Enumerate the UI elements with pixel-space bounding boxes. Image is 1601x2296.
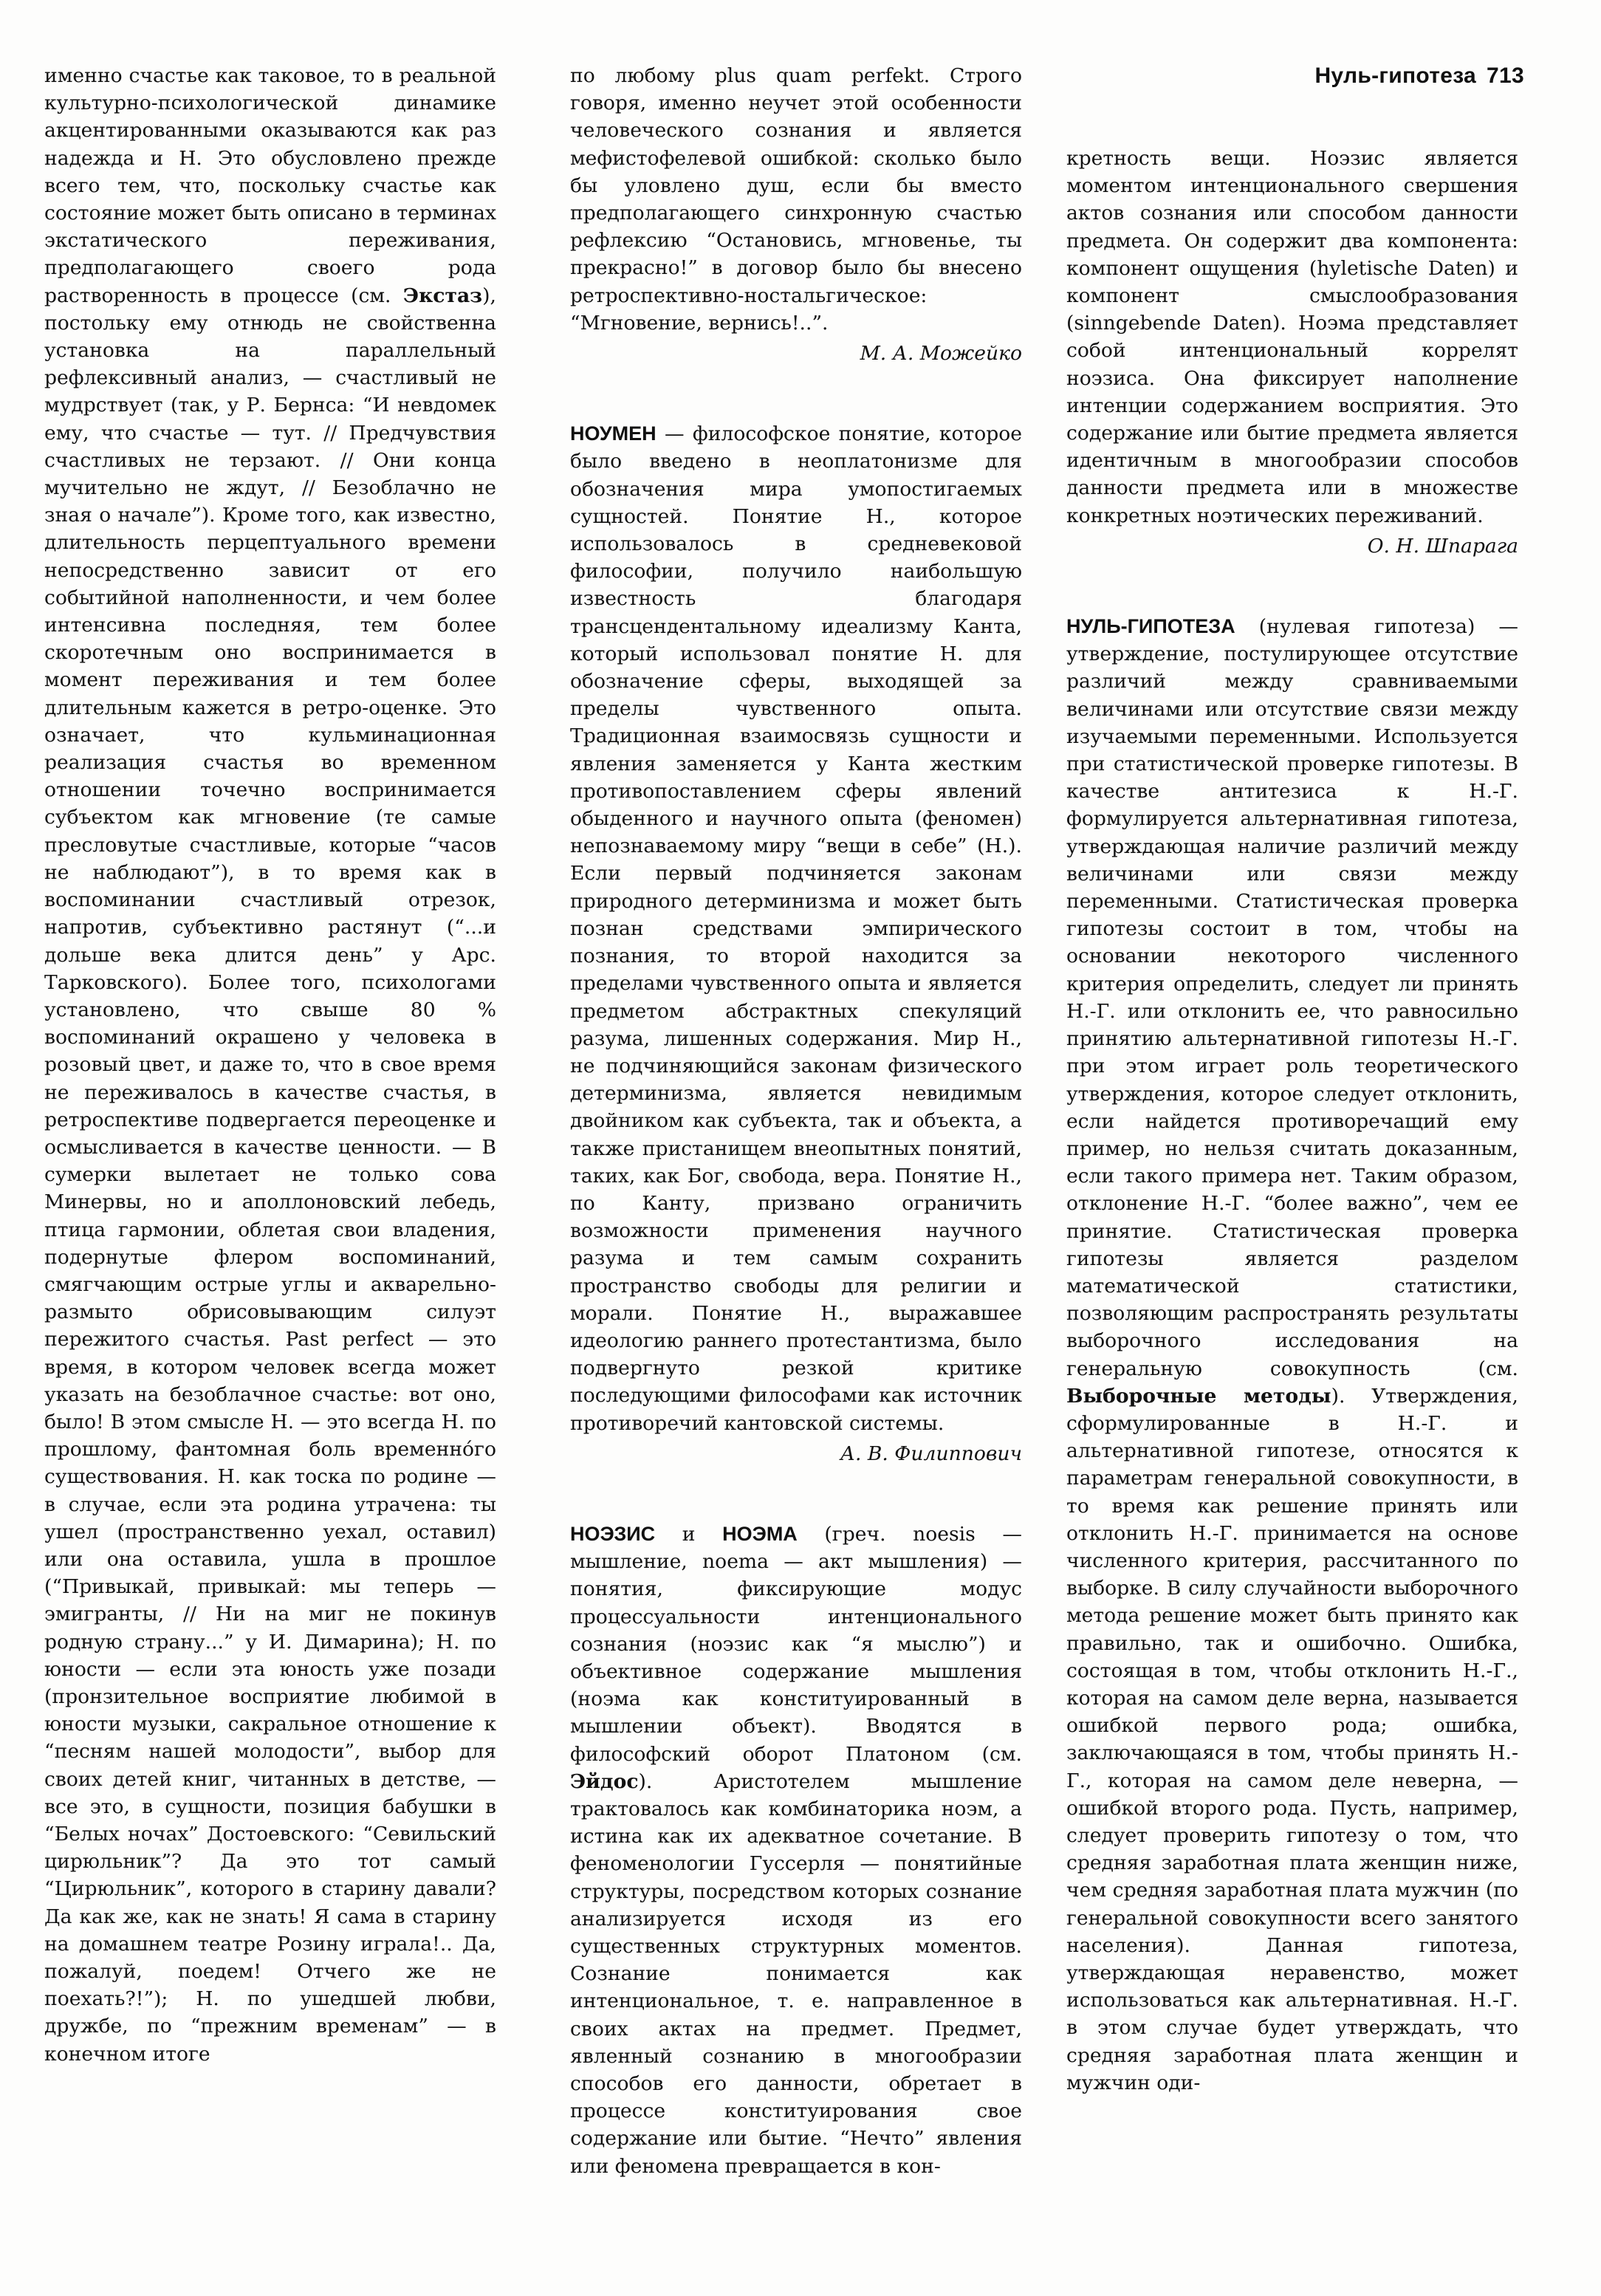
running-title: Нуль-гипотеза: [1314, 64, 1477, 88]
entry-noumen: [570, 420, 1022, 1437]
nostalgia-text-a: именно счастье как таковое, то в реальной культурно-психологической динамике акцентированными оказываются как раз надежда и Н. Это обусловлено прежде всего тем, что, поскольку счастье как состояние может быть описано в терминах экстатического переживания, предполагающего своего рода растворенность в процессе (см.: [44, 64, 496, 307]
entry-noesis-noema: [570, 1521, 1022, 2180]
entry-text-null-a: (нулевая гипотеза) — утверждение, постулирующее отсутствие различий между сравниваемыми величинами или отсутствие связи между изучаемыми переменными. Используется при статистической проверке гипотезы. В качестве антитезиса к Н.-Г. формулируется альтернативная гипотеза, утверждающая наличие различий между величинами или связи между переменными. Статистическая проверка гипотезы состоит в том, чтобы на основании некоторого численного критерия определить, следует ли принять Н.-Г. или отклонить ее, что равносильно принятию альтернативной гипотезы Н.-Г. при этом играет роль теоретического утверждения, которое следует отклонить, если найдется противоречащий ему пример, но нельзя считать доказанным, если такого примера нет. Таким образом, отклонение Н.-Г. “более важно”, чем ее принятие. Статистическая проверка гипотезы является разделом математической статистики, позволяющим распространять результаты выборочного исследования на генеральную совокупность (см.: [1066, 615, 1518, 1380]
paragraph-nostalgia-continued: [44, 62, 496, 2068]
column-1: [44, 62, 496, 2068]
entry-text-noumen: — философское понятие, которое было введено в неоплатонизме для обозначения мира умопостигаемых сущностей. Понятие Н., которое использовалось в средневековой философии, получило наибольшую известность благодаря трансцендентальному идеализму Канта, который использовал понятие Н. для обозначение сферы, выходящей за пределы чувственного опыта. Традиционная взаимосвязь сущности и явления заменяется у Канта жестким противопоставлением сферы явлений обыденного и научного опыта (феномен) непознаваемому миру “вещи в себе” (Н.). Если первый подчиняется законам природного детерминизма и может быть познан средствами эмпирического познания, то второй находится за пределами чувственного опыта и является предметом абстрактных спекуляций разума, лишенных содержания. Мир Н., не подчиняющийся законам физического детерминизма, является невидимым двойником как субъекта, так и объекта, а также пристанищем внеопытных понятий, таких, как Бог, свобода, вера. Понятие Н., по Канту, призвано ограничить возможности применения научного разума и тем самым сохранить пространство свободы для религии и морали. Понятие Н., выражавшее идеологию раннего протестантизма, было подвергнуто резкой критике последующими философами как источник противоречий кантовской системы.: [570, 422, 1022, 1435]
entry-title-noesis: НОЭЗИС: [570, 1522, 656, 1545]
column-2: [570, 62, 1022, 2180]
author-signature: А. В. Филиппович: [840, 1442, 1022, 1465]
page-number: 713: [1487, 64, 1524, 88]
entry-title-noema: НОЭМА: [722, 1522, 798, 1545]
cross-reference-ekstaz[interactable]: Экстаз: [402, 284, 483, 307]
cross-reference-eidos[interactable]: Эйдос: [570, 1769, 639, 1793]
paragraph-nostalgia-end: по любому plus quam perfekt. Строго говоря, именно неучет этой особенности человеческого сознания и является мефистофелевой ошибкой: сколько было бы уловлено душ, если бы вместо предполагающего синхронную счастью рефлексию “Остановись, мгновенье, ты прекрасно!” в договор было бы внесено ретроспективно-ностальгическое: “Мгновение, вернись!..”.: [570, 64, 1022, 335]
paragraph-noesis-continued: кретность вещи. Ноэзис является моментом интенционального свершения актов сознания или способом данности предмета. Он содержит два компонента: компонент ощущения (hyletische Daten) и компонент смыслообразования (sinngebende Daten). Ноэма представляет собой интенциональный коррелят ноэзиса. Она фиксирует наполнение интенции содержанием восприятия. Это содержание или бытие предмета является идентичным в многообразии способов данности предмета или в множестве конкретных ноэтических переживаний.: [1066, 147, 1518, 527]
entry-title-noumen: НОУМЕН: [570, 422, 656, 445]
entry-text-null-b: ). Утверждения, сформулированные в Н.-Г. и альтернативной гипотезе, относятся к параметрам генеральной совокупности, в то время как решение принять или отклонить Н.-Г. принимается на основе численного критерия, рассчитанного по выборке. В силу случайности выборочного метода решение может быть принято как правильно, так и ошибочно. Ошибка, состоящая в том, чтобы отклонить Н.-Г., которая на самом деле верна, называется ошибкой первого рода; ошибка, заключающаяся в том, чтобы принять Н.-Г., которая на самом деле неверна, — ошибкой второго рода. Пусть, например, следует проверить гипотезу о том, что средняя заработная плата женщин ниже, чем средняя заработная плата мужчин (по генеральной совокупности всего занятого населения). Данная гипотеза, утверждающая неравенство, может использоваться как альтернативная. Н.-Г. в этом случае будет утверждать, что средняя заработная плата женщин и мужчин оди-: [1066, 1384, 1518, 2094]
column-3: [1066, 145, 1518, 2097]
entry-text-noesis-b: ). Аристотелем мышление трактовалось как комбинаторика ноэм, а истина как их адекватное сочетание. В феноменологии Гуссерля — понятийные структуры, посредством которых сознание анализируется исходя из его существенных структурных моментов. Сознание понимается как интенциональное, т. е. направленное в своих актах на предмет. Предмет, явленный сознанию в многообразии способов его данности, обретает в процессе конституирования свое содержание или бытие. “Нечто” явления или феномена превращается в кон-: [570, 1769, 1022, 2178]
entry-null-hypothesis: [1066, 613, 1518, 2097]
cross-reference-sampling-methods[interactable]: Выборочные методы: [1066, 1384, 1331, 1408]
author-signature: О. Н. Шпарага: [1367, 534, 1518, 558]
entry-text-noesis-a: (греч. noesis — мышление, noema — акт мышления) — понятия, фиксирующие модус процессуальности интенционального сознания (ноэзис как “я мыслю”) и объективное содержание мышления (ноэма как конституированный в мышлении объект). Вводятся в философский оборот Платоном (см.: [570, 1522, 1022, 1766]
entry-title-connector: и: [655, 1522, 723, 1546]
entry-title-null-hypothesis: НУЛЬ-ГИПОТЕЗА: [1066, 615, 1235, 638]
running-header: [1314, 64, 1524, 89]
nostalgia-text-b: ), постольку ему отнюдь не свойственна установка на параллельный рефлексивный анализ, — счастливый не мудрствует (так, у Р. Бернса: “И невдомек ему, что счастье — тут. // Предчувствия счастливых не терзают. // Они конца мучительно не ждут, // Безоблачно не зная о начале”). Кроме того, как известно, длительность перцептуального времени непосредственно зависит от его событийной наполненности, и чем более интенсивна последняя, тем более скоротечным оно воспринимается в момент переживания и тем более длительным кажется в ретро-оценке. Это означает, что кульминационная реализация счастья во временном отношении точечно воспринимается субъектом как мгновение (те самые пресловутые счастливые, которые “часов не наблюдают”), в то время как в воспоминании счастливый отрезок, напротив, субъективно растянут (“...и дольше века длится день” у Арс. Тарковского). Более того, психологами установлено, что свыше 80 % воспоминаний окрашено у человека в розовый цвет, и даже то, что в свое время не переживалось в качестве счастья, в ретроспективе подвергается переоценке и осмысливается в качестве ценности. — В сумерки вылетает не только сова Минервы, но и аполлоновский лебедь, птица гармонии, облетая свои владения, подернутые флером воспоминаний, смягчающим острые углы и акварельно-размыто обрисовывающим силуэт пережитого счастья. Past perfect — это время, в котором человек всегда может указать на безоблачное счастье: вот оно, было! В этом смысле Н. — это всегда Н. по прошлому, фантомная боль временно́го существования. Н. как тоска по родине — в случае, если эта родина утрачена: ты ушел (пространственно уехал, оставил) или она оставила, ушла в прошлое (“Привыкай, привыкай: мы теперь — эмигранты, // Ни на миг не покинув родную страну...” у И. Димарина); Н. по юности — если эта юность уже позади (пронзительное восприятие любимой в юности музыки, сакральное отношение к “песням нашей молодости”, выбор для своих детей книг, читанных в детстве, — все это, в сущности, позиция бабушки в “Белых ночах” Достоевского: “Севильский цирюльник”? Да это тот самый “Цирюльник”, которого в старину давали? Да как же, как не знать! Я сама в старину на домашнем театре Розину играла!.. Да, пожалуй, поедем! Отчего же не поехать?!”); Н. по ушедшей любви, дружбе, по “прежним временам” — в конечном итоге: [44, 284, 496, 2066]
author-signature: М. А. Можейко: [860, 342, 1022, 366]
